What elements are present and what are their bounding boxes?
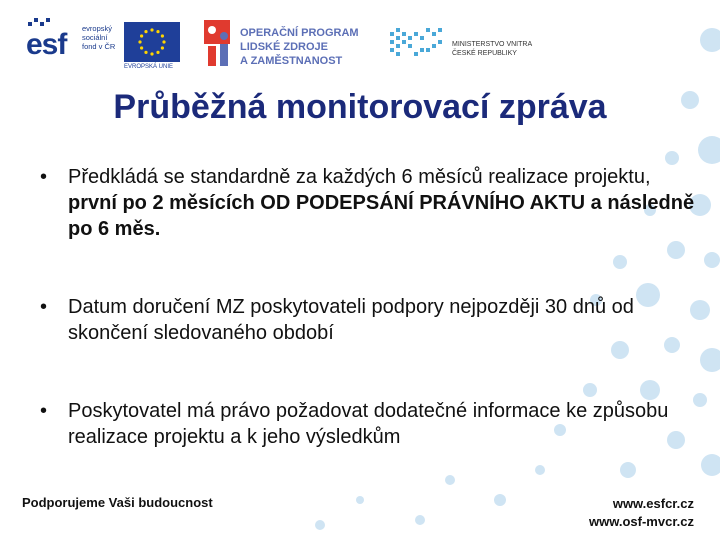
bullet-item	[38, 164, 698, 242]
mv-caption-line: ČESKÉ REPUBLIKY	[452, 50, 517, 57]
eu-flag-icon	[124, 22, 180, 62]
op-caption-line: OPERAČNÍ PROGRAM	[240, 27, 359, 39]
esf-caption-line: evropský	[82, 24, 113, 33]
bullet-list	[38, 164, 698, 450]
footer-slogan: Podporujeme Vaši budoucnost	[22, 495, 213, 510]
esf-mark: esf	[26, 28, 67, 61]
mv-logo	[390, 18, 550, 74]
op-caption	[240, 26, 359, 68]
esf-caption	[82, 24, 115, 51]
eu-logo	[124, 18, 184, 74]
footer-links	[589, 495, 694, 531]
esf-logo	[26, 18, 118, 74]
bullet-text: Poskytovatel má právo požadovat dodatečné informace ke způsobu realizace projektu a k jeho výsledkům	[68, 400, 669, 448]
footer-link[interactable]: www.esfcr.cz	[612, 496, 694, 511]
page-title: Průběžná monitorovací zpráva	[113, 88, 607, 126]
bullet-item	[38, 398, 698, 450]
mv-caption	[452, 40, 532, 58]
ministry-mark-icon	[390, 24, 448, 74]
op-logo	[200, 18, 375, 74]
bullet-bold-text: první po 2 měsících OD PODEPSÁNÍ PRÁVNÍHO AKTU a následně po 6 měs.	[68, 192, 695, 240]
mv-caption-line: MINISTERSTVO VNITRA	[452, 41, 533, 48]
bullet-item	[38, 294, 698, 346]
op-caption-line: LIDSKÉ ZDROJE	[240, 41, 329, 53]
esf-caption-line: fond v ČR	[82, 42, 116, 51]
op-caption-line: A ZAMĚSTNANOST	[240, 55, 343, 67]
footer-link[interactable]: www.osf-mvcr.cz	[589, 514, 694, 529]
esf-caption-line: sociální	[82, 33, 108, 42]
eu-caption: EVROPSKÁ UNIE	[124, 64, 174, 70]
bullet-text: Předkládá se standardně za každých 6 měsíců realizace projektu,	[68, 166, 651, 188]
people-icon	[200, 20, 236, 72]
bullet-text: Datum doručení MZ poskytovateli podpory nejpozději 30 dnů od skončení sledovaného období	[68, 296, 634, 344]
